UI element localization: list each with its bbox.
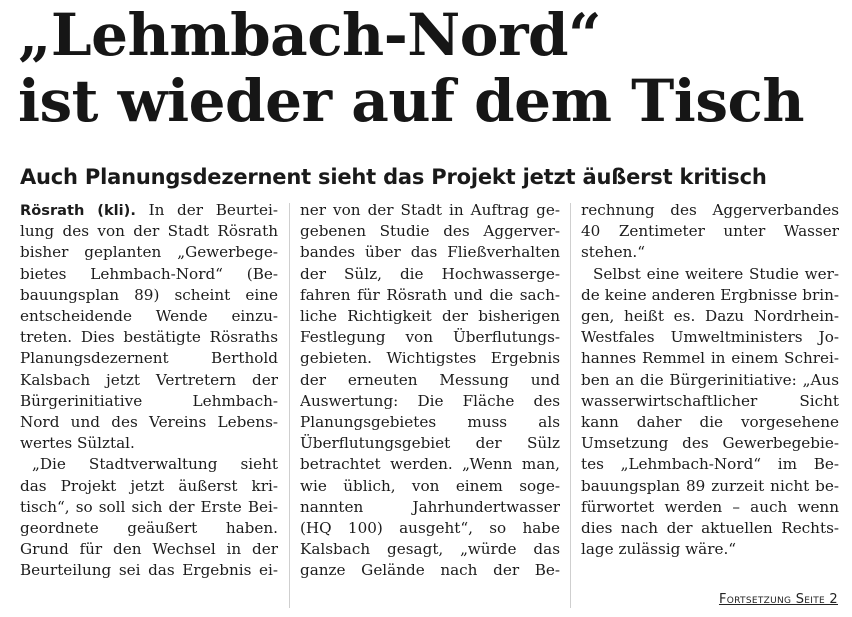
column-line: fürwortet werden – auch wenn [581, 497, 839, 516]
column-line: Kalsbach jetzt Vertretern der [20, 370, 278, 389]
column-line: gebenen Studie des Aggerver- [300, 222, 560, 241]
column-line-text: In der Beurtei- [135, 201, 278, 219]
continuation-link[interactable]: Fortsetzung Seite 2 [718, 592, 838, 607]
column-line: betrachtet werden. „Wenn man, [300, 455, 560, 474]
column-line: ner von der Stadt in Auftrag ge- [300, 201, 560, 219]
column-line: dies nach der aktuellen Rechts- [581, 519, 839, 538]
column-line: (HQ 100) ausgeht“, so habe [300, 519, 560, 538]
column-line: Kalsbach gesagt, „würde das [300, 540, 560, 559]
column-line: das Projekt jetzt äußerst kri- [20, 476, 278, 495]
column-line: Festlegung von Überflutungs- [300, 328, 560, 347]
column-line: bietes Lehmbach-Nord“ (Be- [20, 264, 278, 283]
column-line: bisher geplanten „Gewerbege- [20, 243, 278, 262]
headline [18, 2, 848, 134]
column-divider [289, 203, 290, 608]
column-line: der erneuten Messung und [300, 370, 560, 389]
column-line: treten. Dies bestätigte Rösraths [20, 328, 278, 347]
dateline: Rösrath (kli). [20, 202, 136, 219]
column-divider [570, 203, 571, 608]
column-line: Planungsgebietes muss als [300, 413, 560, 432]
article-column-1 [20, 200, 278, 582]
column-line: gebieten. Wichtigstes Ergebnis [300, 349, 560, 368]
column-line: Überflutungsgebiet der Sülz [300, 434, 560, 453]
column-line: liche Richtigkeit der bisherigen [300, 307, 560, 326]
column-line: Westfales Umweltministers Jo- [581, 328, 839, 347]
column-line: geordnete geäußert haben. [20, 519, 278, 538]
column-line: bandes über das Fließverhalten [300, 243, 560, 262]
headline-line-2: ist wieder auf dem Tisch [18, 67, 804, 135]
article-column-2 [300, 200, 560, 582]
column-line: 40 Zentimeter unter Wasser [581, 222, 839, 241]
column-line: Bürgerinitiative Lehmbach- [20, 391, 278, 410]
column-line: de keine anderen Ergbnisse brin- [581, 285, 839, 304]
column-line: Selbst eine weitere Studie wer- [593, 264, 839, 283]
column-line: lage zulässig wäre.“ [581, 540, 737, 559]
headline-line-1: „Lehmbach-Nord“ [18, 1, 601, 69]
column-line: hannes Remmel in einem Schrei- [581, 349, 839, 368]
column-line: Beurteilung sei das Ergebnis ei- [20, 561, 278, 580]
column-line [20, 200, 278, 221]
column-line: entscheidende Wende einzu- [20, 307, 278, 326]
column-line: bauungsplan 89) scheint eine [20, 285, 278, 304]
column-line: kann daher die vorgesehene [581, 413, 839, 432]
column-line: wertes Sülztal. [20, 434, 135, 453]
column-line: stehen.“ [581, 243, 646, 262]
article-column-3 [581, 200, 839, 560]
column-line: bauungsplan 89 zurzeit nicht be- [581, 476, 839, 495]
column-line: ganze Gelände nach der Be- [300, 561, 560, 580]
column-line: ben an die Bürgerinitiative: „Aus [581, 370, 839, 389]
column-line: Grund für den Wechsel in der [20, 540, 278, 559]
column-line: Auswertung: Die Fläche des [300, 391, 560, 410]
column-line: der Sülz, die Hochwasserge- [300, 264, 560, 283]
column-line: gen, heißt es. Dazu Nordrhein- [581, 307, 839, 326]
column-line: fahren für Rösrath und die sach- [300, 285, 560, 304]
column-line: rechnung des Aggerverbandes [581, 201, 839, 219]
column-line: tisch“, so soll sich der Erste Bei- [20, 497, 278, 516]
column-line: nannten Jahrhundertwasser [300, 497, 560, 516]
column-line: wie üblich, von einem soge- [300, 476, 560, 495]
column-line: Nord und des Vereins Lebens- [20, 413, 278, 432]
column-line: Umsetzung des Gewerbegebie- [581, 434, 839, 453]
column-line: lung des von der Stadt Rösrath [20, 222, 278, 241]
column-line: „Die Stadtverwaltung sieht [32, 455, 278, 474]
column-line: Planungsdezernent Berthold [20, 349, 278, 368]
column-line: wasserwirtschaftlicher Sicht [581, 391, 839, 410]
subheadline: Auch Planungsdezernent sieht das Projekt jetzt äußerst kritisch [20, 165, 767, 189]
column-line: tes „Lehmbach-Nord“ im Be- [581, 455, 839, 474]
